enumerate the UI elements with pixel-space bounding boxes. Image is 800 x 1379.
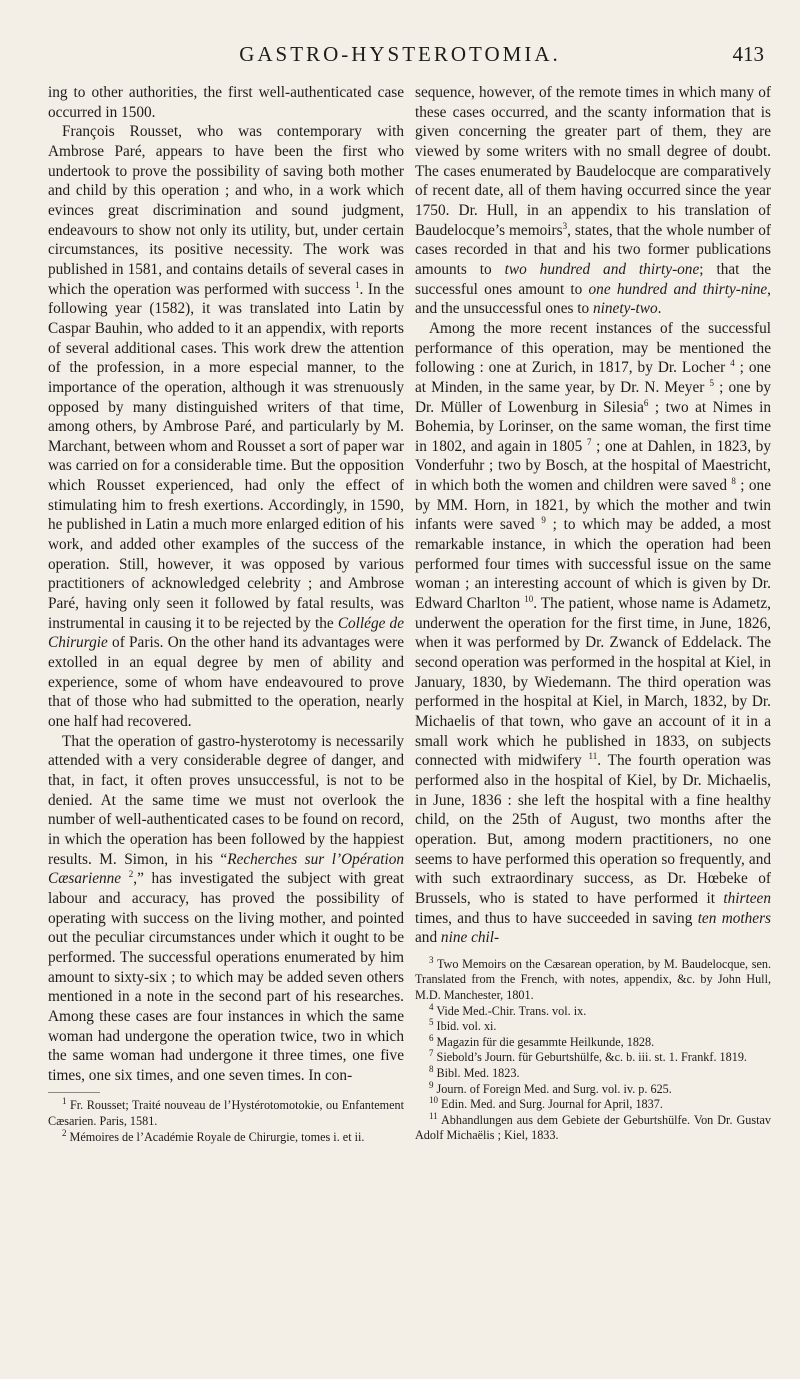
footnote-mark: 1: [62, 1096, 67, 1107]
italic-title: Collége de Chirurgie: [48, 614, 404, 652]
paragraph-text: Among the more recent instances of the successful performance of this operation, may be mentioned the following : one at Zurich, in 1817, by Dr. Locher: [415, 319, 771, 377]
footnote-mark: 7: [429, 1048, 434, 1059]
footnote-ref[interactable]: 8: [731, 476, 736, 487]
paragraph-text: of Paris. On the other hand its advantages were extolled in an equal degree by men of ability and experience, some of whom have endeavoured to prove that of those who had submitted to the operation, nearly one half had recovered.: [48, 634, 404, 730]
footnote-text: Mémoires de l’Académie Royale de Chirurgie, tomes i. et ii.: [69, 1129, 365, 1144]
paragraph-text: ; to which may be added, a most remarkable instance, in which the operation had been performed four times with successful issue on the same woman ; an interesting account of which is given by Dr. Edward Charlton: [415, 516, 771, 613]
paragraph-text: , states, that the whole number of cases recorded in that and his two former publications amounts to: [415, 221, 771, 278]
footnote-ref[interactable]: 10: [524, 593, 534, 604]
paragraph-text: ; one by Dr. Müller of Lowenburg in Silesia: [415, 378, 772, 416]
footnote-mark: 4: [429, 1001, 434, 1012]
footnote-mark: 8: [429, 1063, 434, 1074]
paragraph-text: François Rousset, who was contemporary with Ambrose Paré, appears to have been the first who undertook to prove the possibility of saving both mother and child by this operation ; and who, in a work which evinces great discrimination and sound judgment, endeavours to show not only its utility, but, under certain circumstances, its positive necessity. The work was published in 1581, and contains details of several cases in which the operation was performed with success: [48, 123, 404, 298]
footnote-mark: 11: [429, 1110, 438, 1121]
paragraph: [415, 83, 771, 319]
italic-title: Recherches sur l’Opération Cæsarienne: [48, 850, 405, 888]
paragraph-text: ; one by MM. Horn, in 1821, by which the mother and twin infants were saved: [415, 477, 771, 534]
paragraph-text: ; that the successful ones amount to: [415, 260, 772, 298]
footnote-text: Fr. Rousset; Traité nouveau de l’Hystérotomotokie, ou Enfantement Cæsarien. Paris, 1581.: [48, 1098, 404, 1129]
footnote: [415, 1110, 772, 1144]
footnote-mark: 10: [429, 1095, 438, 1106]
footnote-text: Abhandlungen aus dem Gebiete der Geburtshülfe. Von Dr. Gustav Adolf Michaëlis ; Kiel, 1833.: [415, 1112, 772, 1143]
footnote-ref[interactable]: 1: [354, 279, 360, 290]
paragraph: [48, 122, 404, 731]
footnote-text: Edin. Med. and Surg. Journal for April, 1837.: [441, 1097, 663, 1112]
footnote-text: Journ. of Foreign Med. and Surg. vol. iv. p. 625.: [436, 1081, 672, 1096]
footnote: [415, 1097, 771, 1113]
footnote-text: Ibid. vol. xi.: [436, 1019, 497, 1034]
footnote-ref[interactable]: 11: [588, 751, 598, 762]
paragraph-text: , and the unsuccessful ones to: [415, 280, 771, 318]
footnote-text: Magazin für die gesammte Heilkunde, 1828.: [436, 1034, 655, 1049]
footnote-ref[interactable]: 7: [586, 436, 592, 447]
footnote-text: Vide Med.-Chir. Trans. vol. ix.: [436, 1003, 587, 1018]
paragraph-text: ing to other authorities, the first well-authenticated case occurred in 1500.: [48, 84, 404, 121]
paragraph-text: ; two at Nimes in Bohemia, by Lorinser, on the same woman, the first time in 1802, and again in 1805: [415, 398, 771, 455]
footnote-mark: 9: [429, 1079, 434, 1090]
footnote-text: Bibl. Med. 1823.: [436, 1066, 520, 1081]
paragraph-text: ; one at Minden, in the same year, by Dr. N. Meyer: [415, 359, 771, 396]
paragraph: [48, 83, 404, 122]
paragraph-text: . In the following year (1582), it was translated into Latin by Caspar Bauhin, who added to it an appendix, with reports of several additional cases. This work drew the attention of the profession, in a more especial manner, to the importance of the operation, although it was strenuously opposed by many distinguished writers of that time, among others, by Ambrose Paré, and particularly by M. Marchant, between whom and Rousset a sort of paper war was carried on for a considerable time. But the opposition which Rousset experienced, had only the effect of stimulating him to fresh exertions. Accordingly, in 1590, he published in Latin a much more enlarged edition of his work, and added other examples of the success of the operation. Still, however, it was opposed by various practitioners of acknowledged celebrity ; and Ambrose Paré, having only seen it followed by fatal results, was instrumental in causing it to be rejected by the: [48, 280, 405, 632]
italic-text: ninety-two: [593, 300, 658, 318]
footnote: [415, 1063, 771, 1082]
paragraph-text: ,” has investigated the subject with great labour and accuracy, has proved the possibility of operating with success on the living mother, and pointed out the peculiar circumstances under which it ought to be performed. The successful operations enumerated by him amount to sixty-six ; to which may be added seven others mentioned in a note in the second part of his researches. Among these cases are four instances in which the same woman had undergone the operation twice, two in which the same woman had undergone it three times, one five times, one six times, and one seven times. In con-: [48, 870, 404, 1084]
paragraph-text: .: [657, 300, 662, 318]
paragraph-text: . The patient, whose name is Adametz, underwent the operation for the first time, in June, 1826, when it was performed by Dr. Zwanck of Eddelack. The second operation was performed in the hospital at Kiel, in January, 1830, by Wiedemann. The third operation was performed in the hospital at Kiel, in March, 1832, by Dr. Michaelis of that town, who gave an account of it in a small work which he published in 1833, on subjects connected with midwifery: [415, 595, 771, 770]
italic-text: ten mothers: [697, 909, 771, 927]
footnote-mark: 2: [62, 1127, 67, 1138]
footnote-text: Two Memoirs on the Cæsarean operation, by M. Baudelocque, sen. Translated from the French, with notes, appendix, &c. by John Hull, M.D. Manchester, 1801.: [415, 956, 772, 1003]
paragraph-text: and: [415, 929, 438, 947]
footnote-mark: 5: [429, 1017, 434, 1028]
footnote: [48, 1127, 404, 1146]
footnote: [48, 1098, 404, 1129]
paragraph: [415, 319, 771, 948]
paragraph: [48, 732, 404, 1086]
footnote-ref[interactable]: 6: [643, 397, 649, 408]
running-head: [0, 38, 800, 68]
footnote: [415, 1019, 771, 1035]
footnote: [415, 954, 772, 1004]
footnote-ref[interactable]: 3: [562, 220, 568, 231]
running-title: GASTRO-HYSTEROTOMIA.: [239, 42, 561, 66]
paragraph-text: times, and thus to have succeeded in saving: [415, 909, 693, 927]
footnote: [415, 1079, 771, 1098]
page-number: 413: [732, 42, 764, 66]
footnote-ref[interactable]: 2: [128, 869, 134, 880]
footnote-ref[interactable]: 9: [541, 515, 546, 526]
italic-text: two hundred and thirty-one: [504, 260, 700, 278]
footnote: [415, 1050, 771, 1066]
italic-text: thirteen: [723, 889, 771, 907]
footnote-mark: 6: [429, 1032, 434, 1043]
footnotes: [48, 1092, 404, 1145]
footnote-text: Siebold’s Journ. für Geburtshülfe, &c. b. iii. st. 1. Frankf. 1819.: [436, 1050, 747, 1065]
italic-text: one hundred and thirty-nine: [588, 280, 768, 298]
footnote-mark: 3: [429, 954, 434, 965]
footnote-ref[interactable]: 5: [709, 377, 714, 388]
footnotes: [415, 954, 772, 1144]
footnote: [415, 1032, 771, 1051]
paragraph-text: sequence, however, of the remote times in which many of these cases occurred, and the scanty information that is given concerning the greater part of them, they are viewed by some writers with no small degree of doubt. The cases enumerated by Baudelocque are comparatively of recent date, all of them having occurred since the year 1750. Dr. Hull, in an appendix to his translation of Baudelocque’s memoirs: [415, 84, 771, 239]
italic-text: nine chil-: [440, 929, 500, 947]
paragraph-text: ; one at Dahlen, in 1823, by Vonderfuhr ; two by Bosch, at the hospital of Maestricht, in which both the women and children were saved: [415, 437, 771, 495]
footnote-ref[interactable]: 4: [730, 358, 735, 369]
paragraph-text: . The fourth operation was performed also in the hospital of Kiel, by Dr. Michaelis, in June, 1836 : she left the hospital with a fine healthy child, on the 25th of August, two months after the operation. But, among modern practitioners, no one seems to have performed this operation so frequently, and with such extraordinary success, as Dr. Hœbeke of Brussels, who is stated to have performed it: [415, 752, 771, 907]
paragraph-text: That the operation of gastro-hysterotomy is necessarily attended with a very considerable degree of danger, and that, in fact, it often proves unsuccessful, is not to be denied. At the same time we must not overlook the number of well-authenticated cases to be found on record, in which the operation has been followed by the happiest results. M. Simon, in his “: [48, 732, 404, 868]
left-column: [48, 83, 404, 1145]
footnote: [415, 1001, 771, 1020]
right-column: [415, 83, 771, 1144]
